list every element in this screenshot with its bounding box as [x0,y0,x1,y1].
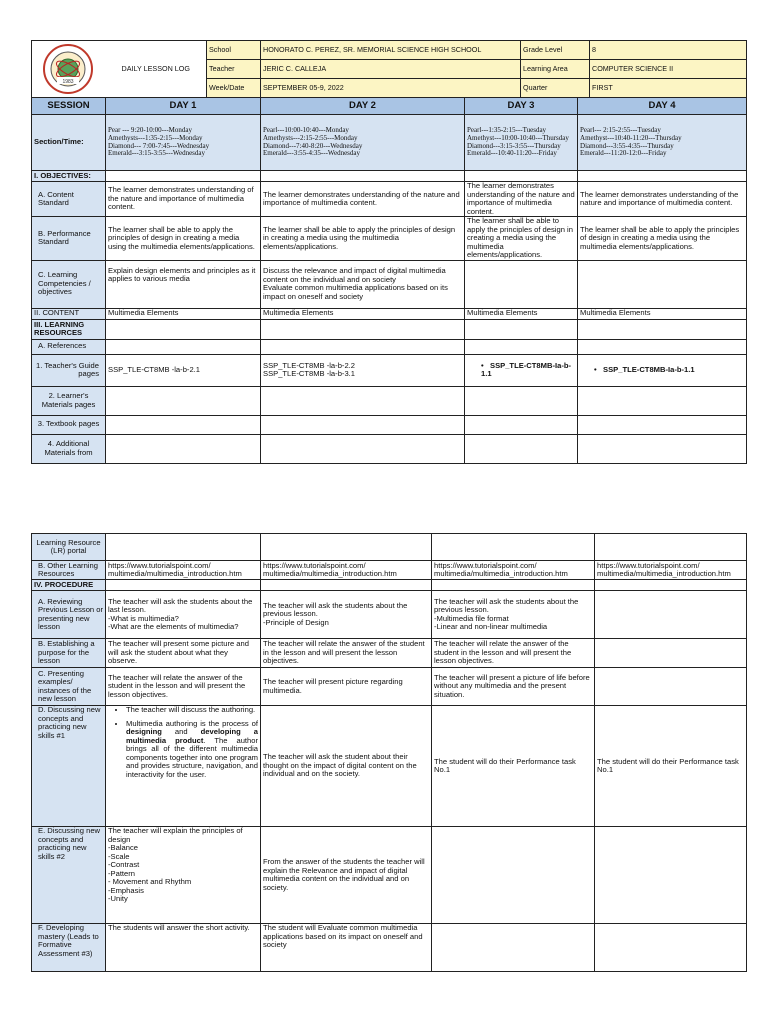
developing-day-1: The students will answer the short activity. [106,924,261,972]
developing-day-3 [432,924,595,972]
discussing-2-day-3 [432,827,595,924]
presenting-day-1: The teacher will relate the answer of the student in the lesson and will present the lesson objectives. [106,668,261,706]
school-seal-logo [38,43,98,95]
grade-label: Grade Level [521,41,590,60]
week-date-value: SEPTEMBER 05-9, 2022 [261,79,521,98]
other-resources-day-2[interactable]: https://www.tutorialspoint.com/ multimedia/multimedia_introduction.htm [261,561,432,580]
references-label: A. References [32,339,106,354]
establishing-day-2: The teacher will relate the answer of the student in the lesson and will present the lesson objectives. [261,639,432,668]
developing-day-4 [595,924,747,972]
textbook-label: 3. Textbook pages [32,415,106,434]
learning-resources-heading: III. LEARNING RESOURCES [32,319,106,339]
teachers-guide-day-3: • SSP_TLE-CT8MB-Ia-b-1.1 [465,354,578,386]
day-4-header: DAY 4 [578,98,747,115]
teachers-guide-label: 1. Teacher's Guide pages [32,354,106,386]
other-resources-day-1[interactable]: https://www.tutorialspoint.com/ multimedia/multimedia_introduction.htm [106,561,261,580]
lesson-log-table-page1 [31,40,747,464]
developing-day-2: The student will Evaluate common multimedia applications based on its impact on oneself and society [261,924,432,972]
other-resources-day-4[interactable]: https://www.tutorialspoint.com/ multimedia/multimedia_introduction.htm [595,561,747,580]
presenting-day-3: The teacher will present a picture of life before without any multimedia and the present situation. [432,668,595,706]
presenting-day-4 [595,668,747,706]
competencies-day-1: Explain design elements and principles as it applies to various media [106,260,261,308]
establishing-day-3: The teacher will relate the answer of the student in the lesson and will present the lesson objectives. [432,639,595,668]
discussing-2-day-4 [595,827,747,924]
performance-standard-day-4: The learner shall be able to apply the principles of design in creating a media using the multimedia elements/applications. [578,217,747,261]
additional-materials-label: 4. Additional Materials from [32,434,106,463]
reviewing-day-2: The teacher will ask the students about the previous lesson. -Principle of Design [261,591,432,639]
content-standard-day-1: The learner demonstrates understanding of the nature and importance of multimedia content. [106,182,261,217]
document-title: DAILY LESSON LOG [106,41,207,98]
section-time-day-2: Pearl---10:00-10:40---Monday Amethysts---2:15-2:55---Monday Diamond---7:40-8:20---Wednesday Emerald---3:55-4:35---Wednesday [261,115,465,171]
discussing-1-list [108,706,258,779]
discussing-1-label: D. Discussing new concepts and practicing new skills #1 [32,706,106,827]
reviewing-label: A. Reviewing Previous Lesson or presenting new lesson [32,591,106,639]
establishing-day-1: The teacher will present some picture and will ask the student about what they observe. [106,639,261,668]
section-time-label: Section/Time: [32,115,106,171]
other-resources-label: B. Other Learning Resources [32,561,106,580]
list-item: • Multimedia authoring is the process of designing and developing a multimedia product. The author brings all of the different multimedia components together into one program and provides structure, navigation, and interactivity for the user. [126,720,258,780]
svg-text:1983: 1983 [62,79,74,85]
bullet-icon: • [481,360,484,370]
discussing-2-day-2: From the answer of the students the teacher will explain the Relevance and impact of digital multimedia content on the individual and on society. [261,827,432,924]
performance-standard-day-1: The learner shall be able to apply the principles of design in creating a media using the multimedia elements/applications. [106,217,261,261]
teachers-guide-day-2: SSP_TLE-CT8MB -la-b-2.2 SSP_TLE-CT8MB -la-b-3.1 [261,354,465,386]
performance-standard-day-3: The learner shall be able to apply the principles of design in creating a media using the multimedia elements/applications. [465,217,578,261]
day-3-header: DAY 3 [465,98,578,115]
learning-area-label: Learning Area [521,60,590,79]
lr-portal-label: Learning Resource (LR) portal [32,534,106,561]
section-time-day-3: Pearl---1:35-2:15---Tuesday Amethyst---10:00-10:40---Thursday Diamond---3:15-3:55---Thursday Emerald---10:40-11:20---Friday [465,115,578,171]
discussing-2-label: E. Discussing new concepts and practicing new skills #2 [32,827,106,924]
discussing-1-day-3: The student will do their Performance task No.1 [432,706,595,827]
reviewing-day-1: The teacher will ask the students about the last lesson. -What is multimedia? -What are the elements of multimedia? [106,591,261,639]
quarter-value: FIRST [590,79,747,98]
content-standard-day-3: The learner demonstrates understanding of the nature and importance of multimedia content. [465,182,578,217]
school-label: School [207,41,261,60]
lesson-log-table-page2 [31,533,747,972]
teachers-guide-day-1: SSP_TLE-CT8MB -la-b-2.1 [106,354,261,386]
discussing-1-day-4: The student will do their Performance task No.1 [595,706,747,827]
presenting-label: C. Presenting examples/ instances of the new lesson [32,668,106,706]
school-logo-cell [32,41,106,98]
teacher-value: JERIC C. CALLEJA [261,60,521,79]
content-day-1: Multimedia Elements [106,308,261,319]
session-label: SESSION [32,98,106,115]
discussing-1-day-1 [106,706,261,827]
procedure-heading: IV. PROCEDURE [32,580,106,591]
bullet-icon: • [594,364,597,374]
teacher-label: Teacher [207,60,261,79]
section-time-day-4: Pearl--- 2:15-2:55---Tuesday Amethyst---10:40-11:20---Thursday Diamond---3:55-4:35---Thursday Emerald---11:20-12:0---Friday [578,115,747,171]
competencies-day-3 [465,260,578,308]
establishing-day-4 [595,639,747,668]
learners-materials-label: 2. Learner's Materials pages [32,386,106,415]
competencies-day-2: Discuss the relevance and impact of digital multimedia content on the individual and on society Evaluate common multimedia applications based on its impact on oneself and society [261,260,465,308]
discussing-1-day-2: The teacher will ask the student about their thought on the impact of digital content on the individual and on the society. [261,706,432,827]
presenting-day-2: The teacher will present picture regarding multimedia. [261,668,432,706]
reviewing-day-4 [595,591,747,639]
content-standard-day-2: The learner demonstrates understanding of the nature and importance of multimedia content. [261,182,465,217]
reviewing-day-3: The teacher will ask the students about the previous lesson. -Multimedia file format -Linear and non-linear multimedia [432,591,595,639]
quarter-label: Quarter [521,79,590,98]
establishing-label: B. Establishing a purpose for the lesson [32,639,106,668]
school-value: HONORATO C. PEREZ, SR. MEMORIAL SCIENCE HIGH SCHOOL [261,41,521,60]
teachers-guide-day-4: • SSP_TLE-CT8MB-Ia-b-1.1 [578,354,747,386]
grade-value: 8 [590,41,747,60]
section-time-day-1: Pear --- 9:20-10:00---Monday Amethysts---1:35-2:15---Monday Diamond--- 7:00-7:45---Wednesday Emerald---3:15-3:55---Wednesday [106,115,261,171]
competencies-label: C. Learning Competencies / objectives [32,260,106,308]
performance-standard-day-2: The learner shall be able to apply the principles of design in creating a media using the multimedia elements/applications. [261,217,465,261]
content-day-2: Multimedia Elements [261,308,465,319]
content-day-3: Multimedia Elements [465,308,578,319]
content-day-4: Multimedia Elements [578,308,747,319]
content-standard-label: A. Content Standard [32,182,106,217]
list-item: • The teacher will discuss the authoring. [126,706,258,715]
performance-standard-label: B. Performance Standard [32,217,106,261]
learning-area-value: COMPUTER SCIENCE II [590,60,747,79]
competencies-day-4 [578,260,747,308]
content-standard-day-4: The learner demonstrates understanding of the nature and importance of multimedia content. [578,182,747,217]
week-date-label: Week/Date [207,79,261,98]
developing-mastery-label: F. Developing mastery (Leads to Formative Assessment #3) [32,924,106,972]
day-1-header: DAY 1 [106,98,261,115]
objectives-heading: I. OBJECTIVES: [32,171,106,182]
other-resources-day-3[interactable]: https://www.tutorialspoint.com/ multimedia/multimedia_introduction.htm [432,561,595,580]
day-2-header: DAY 2 [261,98,465,115]
discussing-2-day-1: The teacher will explain the principles of design -Balance -Scale -Contrast -Pattern - Movement and Rhythm -Emphasis -Unity [106,827,261,924]
content-label: II. CONTENT [32,308,106,319]
